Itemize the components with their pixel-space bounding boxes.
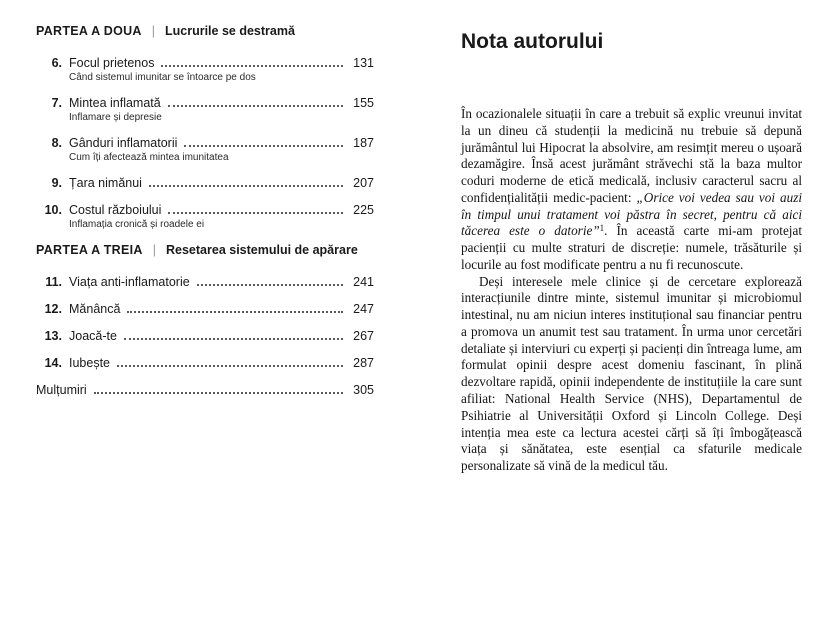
footnote-reference: 1 — [599, 223, 605, 234]
chapter-page-number: 287 — [353, 356, 374, 370]
chapter-title: Viața anti-inflamatorie — [69, 275, 190, 289]
dot-leader — [127, 311, 343, 313]
chapter-page-number: 241 — [353, 275, 374, 289]
chapter-title: Gânduri inflamatorii — [69, 136, 178, 150]
toc-entry-7[interactable] — [36, 96, 374, 110]
chapter-page-number: 305 — [353, 383, 374, 397]
chapter-subtitle: Inflamare și depresie — [69, 112, 162, 123]
part-label: PARTEA A TREIA — [36, 243, 143, 257]
dot-leader — [124, 338, 343, 340]
chapter-number: 11. — [45, 275, 62, 289]
dot-leader — [168, 212, 343, 214]
part-label: PARTEA A DOUA — [36, 24, 142, 38]
dot-leader — [184, 145, 343, 147]
dot-leader — [117, 365, 343, 367]
chapter-page-number: 225 — [353, 203, 374, 217]
dot-leader — [161, 65, 343, 67]
toc-entry-multumiri[interactable] — [36, 383, 374, 397]
chapter-page-number: 155 — [353, 96, 374, 110]
dot-leader — [197, 284, 343, 286]
hippocratic-quote: „Orice voi vedea sau voi auzi în timpul unui tratament voi păstra în secret, pentru că aici tăcerea este o datorie” — [461, 189, 802, 239]
part-title: Resetarea sistemului de apărare — [166, 243, 358, 257]
chapter-title: Mintea inflamată — [69, 96, 161, 110]
chapter-number: 9. — [51, 176, 62, 190]
toc-entry-14[interactable] — [36, 356, 374, 370]
chapter-number: 6. — [51, 56, 62, 70]
chapter-subtitle: Cum îți afectează mintea imunitatea — [69, 152, 229, 163]
toc-entry-8[interactable] — [36, 136, 374, 150]
chapter-page-number: 131 — [353, 56, 374, 70]
chapter-subtitle: Inflamația cronică și roadele ei — [69, 219, 205, 230]
part-heading-2 — [36, 24, 374, 38]
chapter-number: 13. — [44, 329, 62, 343]
toc-entry-12[interactable] — [36, 302, 374, 316]
toc-entry-10[interactable] — [36, 203, 374, 217]
chapter-number: 14. — [44, 356, 62, 370]
author-note-page — [461, 30, 802, 475]
chapter-page-number: 207 — [353, 176, 374, 190]
toc-entry-11[interactable] — [36, 275, 374, 289]
separator: | — [151, 24, 155, 38]
toc-entry-6[interactable] — [36, 56, 374, 70]
chapter-number: 7. — [51, 96, 62, 110]
dot-leader — [149, 185, 343, 187]
paragraph-2: Deși interesele mele clinice și de cercetare explorează interacțiunile dintre minte, sistemul imunitar și microbiomul intestinal, nu am niciun interes instituțional sau financiar pentru a promova un anumit test sau tratament. În urma unor cercetări detaliate și interviuri cu experți și pacienți din întreaga lume, am formulat opinii despre acest domeniu fascinant, în plină dezvoltare rapidă, opinii independente de instituțiile la care sunt afiliat: National Health Service (NHS), Departamentul de Psihiatrie al Universității Oxford și Lincoln College. Deși intenția mea este ca lectura acestei cărți să îți îmbogățească viața și sănătatea, este esențial ca sfaturile medicale personalizate să vină de la medicul tău. — [461, 273, 802, 474]
dot-leader — [168, 105, 343, 107]
chapter-title: Joacă-te — [69, 329, 117, 343]
paragraph-1-text: În ocazionalele situații în care a trebuit să explic vreunui invitat la un dineu că studenții la medicină nu trebuie să depună jurământul lui Hipocrat la absolvire, am resimțit mereu o ușoară dezamăgire. Însă acest jurământ străvechi stă la baza multor coduri moderne de etică medicală, inclusiv caracterul sacru al confidențialității medic-pacient: — [461, 106, 802, 205]
table-of-contents — [36, 24, 374, 410]
chapter-page-number: 247 — [353, 302, 374, 316]
chapter-title: Costul războiului — [69, 203, 162, 217]
chapter-number: 12. — [44, 302, 62, 316]
chapter-title: Iubește — [69, 356, 111, 370]
part-title: Lucrurile se destramă — [165, 24, 295, 38]
dot-leader — [94, 392, 343, 394]
paragraph-1 — [461, 106, 802, 274]
chapter-title: Mănâncă — [69, 302, 121, 316]
chapter-title: Mulțumiri — [36, 383, 87, 397]
chapter-title: Focul prietenos — [69, 56, 155, 70]
toc-entry-9[interactable] — [36, 176, 374, 190]
body-text — [461, 106, 802, 475]
chapter-page-number: 187 — [353, 136, 374, 150]
separator: | — [152, 243, 156, 257]
part-heading-3 — [36, 243, 374, 257]
chapter-title: Țara nimănui — [69, 176, 142, 190]
chapter-number: 10. — [44, 203, 62, 217]
chapter-number: 8. — [51, 136, 62, 150]
toc-entry-13[interactable] — [36, 329, 374, 343]
page-title: Nota autorului — [461, 30, 604, 53]
paragraph-1-text-cont: . În această carte mi-am protejat pacienții cu multe straturi de discreție: numele, trăsăturile și locurile au fost modificate pentru a nu fi recunoscute. — [461, 223, 802, 272]
chapter-page-number: 267 — [353, 329, 374, 343]
chapter-subtitle: Când sistemul imunitar se întoarce pe dos — [69, 72, 256, 83]
